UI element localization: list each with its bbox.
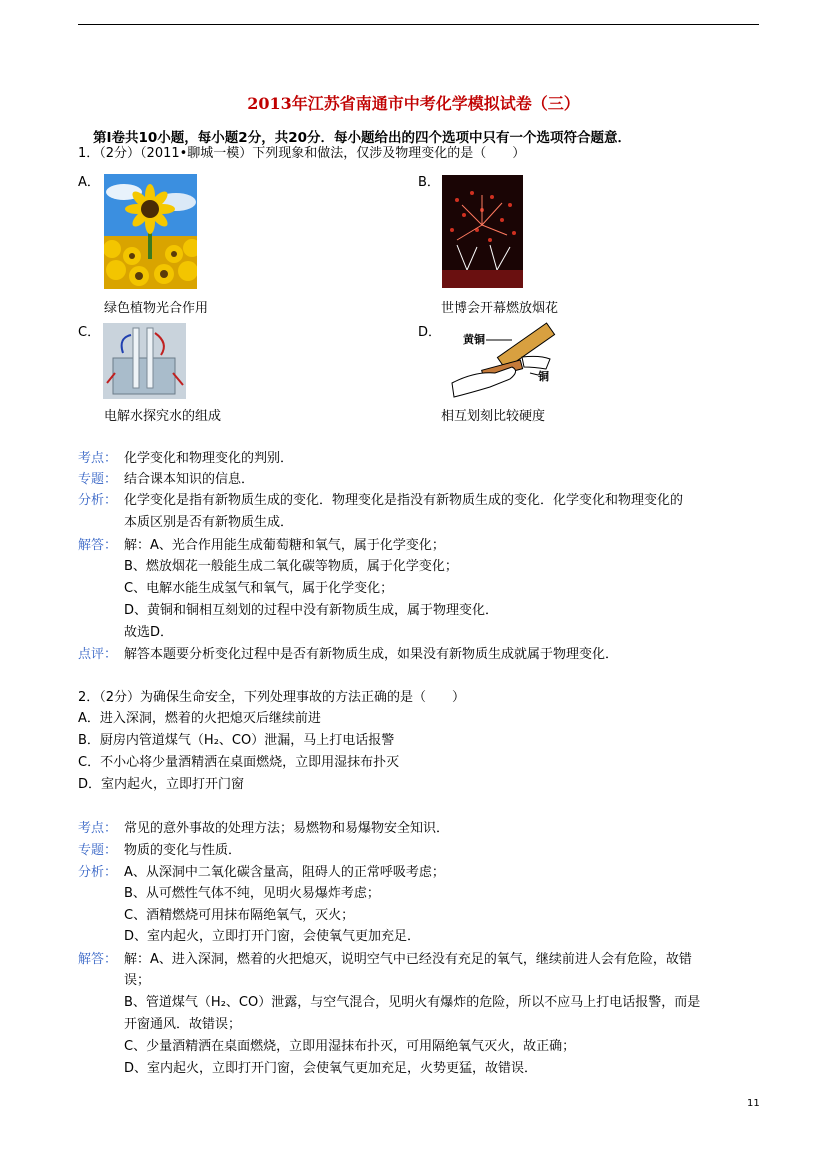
q2-jieda-line: B、管道煤气（H₂、CO）泄露，与空气混合，见明火有爆炸的危险，所以不应马上打电话报警，而是 [124,995,701,1010]
q2-fenxi-line: D、室内起火，立即打开门窗，会使氧气更加充足． [124,929,421,944]
q2-fenxi-line: C、酒精燃烧可用抹布隔绝氧气，灭火； [124,908,355,923]
q1-dianping: 解答本题要分析变化过程中是否有新物质生成，如果没有新物质生成就属于物理变化． [124,647,619,662]
q2-jieda-line: C、少量酒精洒在桌面燃烧，立即用湿抹布扑灭，可用隔绝氧气灭火，故正确； [124,1039,576,1054]
q2-kaodian: 常见的意外事故的处理方法；易燃物和易爆物安全知识． [124,821,450,836]
q1-fenxi-line: 本质区别是否有新物质生成． [124,515,294,530]
header-rule [78,24,759,25]
q1-option-b-letter: B． [418,175,440,190]
q1-jieda-line: 故选D． [124,625,174,640]
q1-kaodian-label: 考点： [78,451,118,466]
q1-stem: 1．（2分）（2011•聊城一模）下列现象和做法，仅涉及物理变化的是（ ） [78,146,526,161]
q1-option-c-caption: 电解水探究水的组成 [104,409,222,424]
sunflower-image [104,174,197,289]
q2-kaodian-label: 考点： [78,821,118,836]
q1-jieda-line: B、燃放烟花一般能生成二氧化碳等物质，属于化学变化； [124,559,458,574]
page-title: 2013年江苏省南通市中考化学模拟试卷（三） [247,94,580,113]
q2-jieda-line: D、室内起火，立即打开门窗，会使氧气更加充足，火势更猛，故错误． [124,1061,538,1076]
q1-jieda-label: 解答： [78,538,118,553]
copper-label: 铜 [538,370,549,383]
q2-zhuanti: 物质的变化与性质． [124,843,242,858]
q1-option-c-letter: C． [78,325,101,340]
q2-jieda-line: 解：A、进入深洞，燃着的火把熄灭，说明空气中已经没有充足的氧气，继续前进人会有危险，故错 [124,952,692,967]
q1-kaodian: 化学变化和物理变化的判别． [124,451,294,466]
q1-dianping-label: 点评： [78,647,118,662]
q2-jieda-line: 开窗通风．故错误； [124,1017,242,1032]
q2-fenxi-label: 分析： [78,865,118,880]
scratch-hardness-image [450,321,556,401]
q1-fenxi-label: 分析： [78,493,118,508]
fireworks-image [442,175,523,288]
q1-jieda-line: C、电解水能生成氢气和氧气，属于化学变化； [124,581,394,596]
q2-fenxi-line: B、从可燃性气体不纯，见明火易爆炸考虑； [124,886,380,901]
q2-option: C．不小心将少量酒精洒在桌面燃烧，立即用湿抹布扑灭 [78,755,400,770]
q2-fenxi-line: A、从深洞中二氧化碳含量高，阻碍人的正常呼吸考虑； [124,865,445,880]
q1-jieda-line: 解：A、光合作用能生成葡萄糖和氧气，属于化学变化； [124,538,445,553]
q1-option-d-letter: D． [418,325,442,340]
q1-zhuanti: 结合课本知识的信息． [124,472,255,487]
page-number: 11 [747,1098,760,1109]
q2-option: A．进入深洞，燃着的火把熄灭后继续前进 [78,711,321,726]
q1-jieda-line: D、黄铜和铜相互刻划的过程中没有新物质生成，属于物理变化． [124,603,499,618]
q2-option: B．厨房内管道煤气（H₂、CO）泄漏，马上打电话报警 [78,733,395,748]
q2-jieda-line: 误； [124,973,151,988]
electrolysis-image [103,323,186,399]
q1-option-a-caption: 绿色植物光合作用 [104,301,209,316]
q2-option: D．室内起火，立即打开门窗 [78,777,245,792]
q2-zhuanti-label: 专题： [78,843,118,858]
q1-fenxi-line: 化学变化是指有新物质生成的变化．物理变化是指没有新物质生成的变化．化学变化和物理变化的 [124,493,684,508]
brass-label: 黄铜 [463,333,485,346]
q1-option-d-caption: 相互划刻比较硬度 [441,409,546,424]
section-heading: 第Ⅰ卷共10小题，每小题2分，共20分．每小题给出的四个选项中只有一个选项符合题意． [93,130,631,146]
q2-jieda-label: 解答： [78,952,118,967]
q1-option-b-caption: 世博会开幕燃放烟花 [441,301,559,316]
q2-stem: 2．（2分）为确保生命安全，下列处理事故的方法正确的是（ ） [78,690,466,705]
q1-option-a-letter: A． [78,175,100,190]
q1-zhuanti-label: 专题： [78,472,118,487]
